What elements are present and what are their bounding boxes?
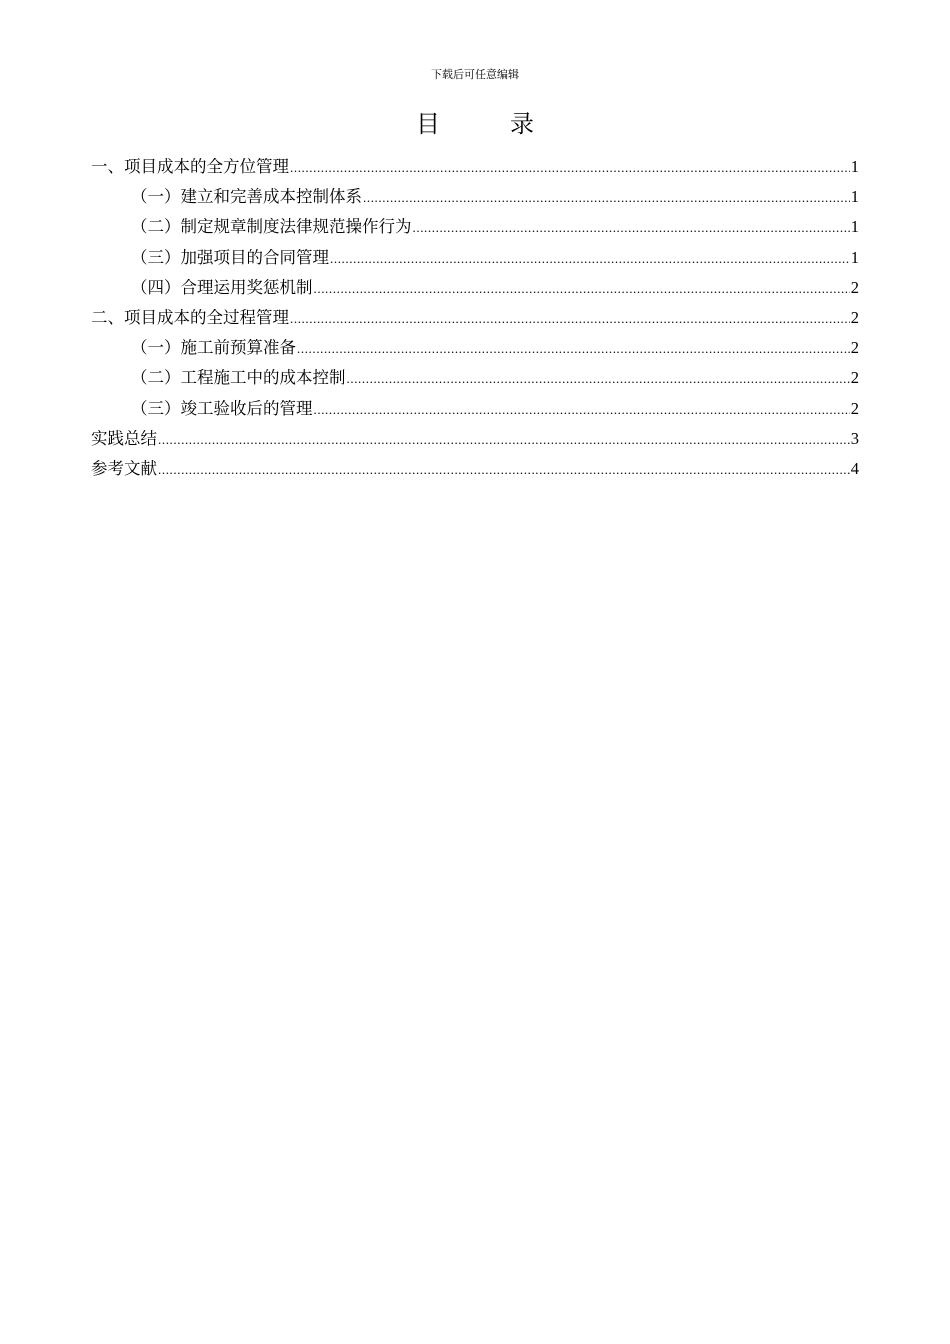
toc-leader xyxy=(158,455,850,485)
toc-entry[interactable] xyxy=(91,363,859,393)
toc-page-number: 1 xyxy=(850,217,859,237)
toc-leader xyxy=(347,364,850,394)
toc-entry-text: （一）建立和完善成本控制体系 xyxy=(131,187,362,207)
toc-leader xyxy=(330,244,850,274)
toc-leader xyxy=(363,183,850,213)
toc-entry[interactable] xyxy=(91,212,859,242)
toc-entry-text: （三）加强项目的合同管理 xyxy=(131,247,329,267)
toc-entry-text: （三）竣工验收后的管理 xyxy=(131,398,313,418)
toc-page-number: 2 xyxy=(850,398,859,418)
toc-title-right: 录 xyxy=(510,110,534,138)
toc-page-number: 4 xyxy=(850,458,859,478)
toc-entry-text: （一）施工前预算准备 xyxy=(131,338,296,358)
toc-page-number: 2 xyxy=(850,368,859,388)
table-of-contents xyxy=(91,152,859,484)
toc-title xyxy=(0,104,950,139)
toc-leader xyxy=(314,395,850,425)
toc-leader xyxy=(314,274,850,304)
toc-entry[interactable] xyxy=(91,333,859,363)
toc-entry-text: （四）合理运用奖惩机制 xyxy=(131,277,313,297)
toc-page-number: 2 xyxy=(850,307,859,327)
toc-leader xyxy=(290,304,850,334)
toc-entry[interactable] xyxy=(91,394,859,424)
toc-page-number: 3 xyxy=(850,428,859,448)
toc-page-number: 1 xyxy=(850,187,859,207)
toc-entry-text: （二）工程施工中的成本控制 xyxy=(131,368,346,388)
toc-entry[interactable] xyxy=(91,182,859,212)
toc-page-number: 1 xyxy=(850,247,859,267)
toc-entry[interactable] xyxy=(91,303,859,333)
toc-entry-text: 一、项目成本的全方位管理 xyxy=(91,157,289,176)
toc-entry-text: 二、项目成本的全过程管理 xyxy=(91,307,289,327)
toc-entry[interactable] xyxy=(91,424,859,454)
toc-page-number: 1 xyxy=(850,157,859,176)
toc-entry-text: 实践总结 xyxy=(91,428,157,448)
toc-entry-text: 参考文献 xyxy=(91,458,157,478)
toc-entry[interactable] xyxy=(91,273,859,303)
toc-title-left: 目 xyxy=(416,110,440,138)
toc-entry-text: （二）制定规章制度法律规范操作行为 xyxy=(131,217,412,237)
toc-entry[interactable] xyxy=(91,454,859,484)
toc-page-number: 2 xyxy=(850,277,859,297)
toc-leader xyxy=(413,213,850,243)
toc-leader xyxy=(297,334,850,364)
header-note: 下载后可任意编辑 xyxy=(431,68,519,81)
toc-page-number: 2 xyxy=(850,338,859,358)
toc-entry[interactable] xyxy=(91,152,859,182)
toc-leader xyxy=(158,425,850,455)
toc-leader xyxy=(290,153,850,183)
toc-entry[interactable] xyxy=(91,243,859,273)
